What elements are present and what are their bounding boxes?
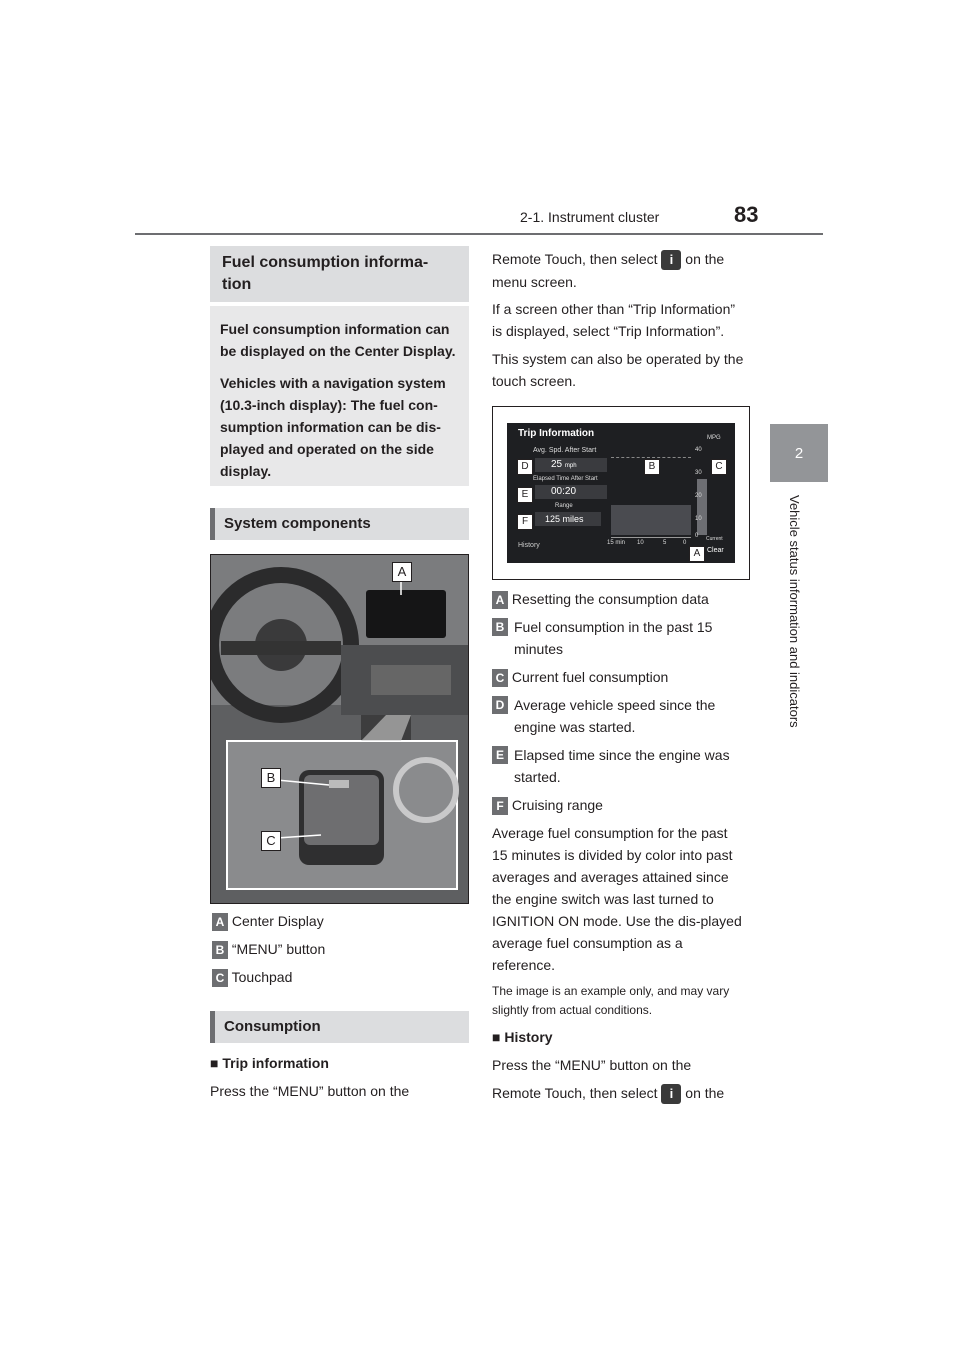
letter-badge: F	[492, 797, 508, 815]
history-text-1: Press the “MENU” button on the	[492, 1057, 692, 1073]
header-rule	[135, 233, 823, 235]
info-icon: i	[661, 1084, 681, 1104]
info-icon: i	[661, 250, 681, 270]
callout-d: D	[517, 459, 533, 475]
legend-item-c: C Current fuel consumption	[492, 666, 668, 688]
fuel-info-box	[210, 306, 469, 486]
trip-info-subheading: ■ Trip information	[210, 1055, 329, 1071]
trip-info-text-cont: Remote Touch, then select i on the	[492, 248, 724, 270]
letter-badge: C	[212, 969, 228, 987]
fuel-info-heading: Fuel consumption informa- tion	[210, 246, 469, 302]
system-components-photo	[210, 554, 469, 904]
legend-item-a: A Resetting the consumption data	[492, 588, 709, 610]
y-tick-0: 0	[695, 533, 699, 539]
letter-badge: E	[492, 746, 508, 764]
square-bullet-icon: ■	[210, 1055, 219, 1071]
screen-title: Trip Information	[518, 428, 595, 439]
callout-b: B	[644, 459, 660, 475]
chapter-number: 2	[794, 444, 804, 462]
header-section-title: 2-1. Instrument cluster	[520, 209, 660, 225]
letter-badge: A	[212, 913, 228, 931]
history-subheading: ■ History	[492, 1029, 553, 1045]
letter-badge: D	[492, 696, 508, 714]
letter-badge: B	[212, 941, 228, 959]
range-field: 125 miles	[535, 512, 601, 526]
callout-f: F	[517, 514, 533, 530]
y-tick-20: 20	[695, 493, 702, 499]
avg-consumption-para: Average fuel consumption for the past 15 minutes is divided by color into past averages and averages attained since the engine switch was last turned to IGNITION ON mode. Use the dis-played average fuel consumption as a reference.	[492, 825, 742, 973]
y-tick-30: 30	[695, 470, 702, 476]
chapter-title: Vehicle status information and indicators	[787, 495, 802, 728]
square-bullet-icon: ■	[492, 1029, 501, 1045]
fuel-info-para-2: Vehicles with a navigation system (10.3-inch display): The fuel con-sumption information can be dis-played and operated on the side display.	[220, 375, 446, 479]
current-bar	[697, 479, 707, 535]
chapter-tab	[770, 424, 828, 482]
trip-info-para-2: If a screen other than “Trip Information” is displayed, select “Trip Information”.	[492, 301, 736, 339]
avg-speed-field: 25 mph	[535, 458, 607, 472]
legend-item-d: D Average vehicle speed since the engine was started.	[492, 694, 742, 738]
letter-badge: C	[492, 669, 508, 687]
letter-badge: A	[492, 591, 508, 609]
component-item-c: C Touchpad	[212, 966, 292, 988]
legend-item-b: B Fuel consumption in the past 15 minutes	[492, 616, 742, 660]
legend-item-f: F Cruising range	[492, 794, 603, 816]
callout-a: A	[689, 546, 705, 562]
component-item-b: B “MENU” button	[212, 938, 325, 960]
current-label: Current	[706, 536, 723, 542]
callout-c: C	[711, 459, 727, 475]
trip-info-screen	[507, 423, 735, 563]
clear-button[interactable]: Clear	[707, 547, 724, 554]
y-tick-10: 10	[695, 516, 702, 522]
consumption-heading: Consumption	[210, 1011, 469, 1043]
cockpit-illustration	[211, 555, 468, 903]
elapsed-field: 00:20	[535, 485, 607, 499]
avg-speed-label: Avg. Spd. After Start	[533, 447, 597, 454]
x-tick-10: 10	[637, 540, 644, 546]
x-tick-15: 15 min	[607, 540, 626, 546]
history-button[interactable]: History	[518, 542, 540, 549]
callout-e: E	[517, 487, 533, 503]
unit-label: MPG	[707, 435, 721, 441]
page-number: 83	[734, 202, 759, 227]
system-components-heading: System components	[210, 508, 469, 540]
trip-info-text-start: Press the “MENU” button on the	[210, 1083, 410, 1099]
trip-info-para-3: This system can also be operated by the touch screen.	[492, 351, 744, 389]
letter-badge: B	[492, 618, 508, 636]
example-note: The image is an example only, and may vary slightly from actual conditions.	[492, 984, 730, 1017]
callout-a: A	[392, 562, 412, 582]
elapsed-label: Elapsed Time After Start	[533, 476, 598, 482]
fuel-info-para-1: Fuel consumption information can be displayed on the Center Display.	[220, 321, 456, 359]
legend-item-e: E Elapsed time since the engine was started.	[492, 744, 742, 788]
trip-info-screen-frame	[492, 406, 750, 580]
x-tick-5: 5	[663, 540, 667, 546]
callout-b: B	[261, 768, 281, 788]
history-text-2: Remote Touch, then select i on the	[492, 1082, 724, 1104]
component-item-a: A Center Display	[212, 910, 324, 932]
trip-info-text-cont-2: menu screen.	[492, 274, 577, 290]
y-tick-40: 40	[695, 447, 702, 453]
x-tick-0: 0	[683, 540, 687, 546]
range-label: Range	[555, 503, 573, 509]
callout-c: C	[261, 831, 281, 851]
